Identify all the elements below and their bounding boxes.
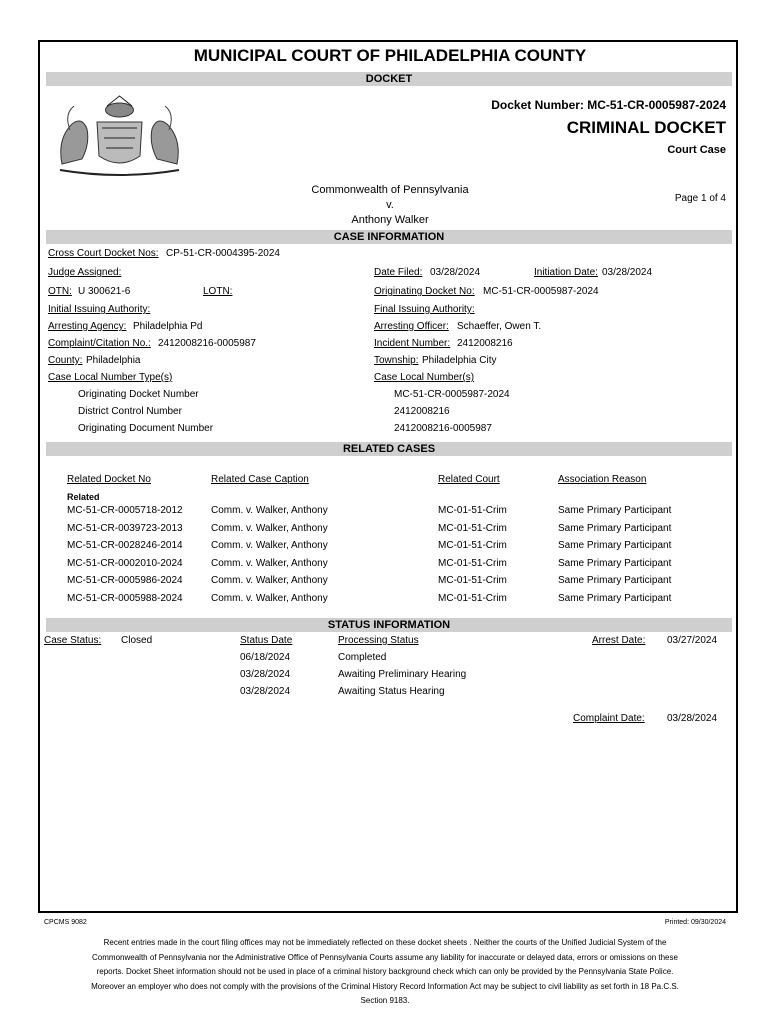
association-reason: Same Primary Participant [558, 557, 672, 569]
arresting-officer-label: Arresting Officer: [374, 321, 449, 332]
otn-value: U 300621-6 [78, 286, 131, 297]
complaint-date-label: Complaint Date: [573, 713, 645, 724]
lotn-label: LOTN: [203, 286, 233, 297]
local-type-1: Originating Docket Number [78, 389, 199, 400]
related-docket-no: MC-51-CR-0039723-2013 [67, 522, 183, 534]
processing-status: Awaiting Status Hearing [338, 686, 445, 697]
docket-type: CRIMINAL DOCKET [566, 118, 726, 137]
related-court: MC-01-51-Crim [438, 505, 507, 516]
related-case-caption: Comm. v. Walker, Anthony [211, 575, 328, 587]
complaint-date-value: 03/28/2024 [667, 713, 718, 724]
related-case-caption: Comm. v. Walker, Anthony [211, 505, 328, 516]
association-reason: Same Primary Participant [558, 575, 672, 587]
related-court: MC-01-51-Crim [438, 557, 507, 569]
initial-authority-label: Initial Issuing Authority: [48, 304, 151, 315]
county-label: County: [48, 355, 83, 366]
complaint-value: 2412008216-0005987 [158, 338, 256, 349]
related-case-caption: Comm. v. Walker, Anthony [211, 557, 328, 569]
printed-date: Printed: 09/30/2024 [664, 919, 726, 926]
local-number-2: 2412008216 [394, 406, 450, 417]
case-type: Court Case [667, 144, 726, 156]
local-type-label: Case Local Number Type(s) [48, 372, 173, 383]
pennsylvania-seal-icon [52, 94, 187, 176]
page-indicator: Page 1 of 4 [674, 193, 726, 204]
related-caption-header: Related Case Caption [211, 474, 309, 485]
related-court: MC-01-51-Crim [438, 540, 507, 552]
related-cases-bar: RELATED CASES [46, 442, 732, 456]
arrest-date-value: 03/27/2024 [667, 635, 718, 646]
local-number-3: 2412008216-0005987 [394, 423, 492, 434]
form-id: CPCMS 9082 [44, 919, 87, 926]
docket-bar: DOCKET [46, 72, 732, 86]
related-docket-no: MC-51-CR-0005986-2024 [67, 575, 183, 587]
disclaimer: Recent entries made in the court filing offices may not be immediately reflected on these docket sheets . Neither the courts of the Unified Judicial System of the Commonwealth of Pennsylvania nor the Administrative Office of Pennsylvania Courts assume any liability for inaccurate or delayed data, errors or omissions on these reports. Docket Sheet information should not be used in place of a criminal history background check which can only be provided by the Pennsylvania State Police. Moreover an employer who does not comply with the provisions of the Criminal History Record Information Act may be subject to civil liability as set forth in 18 Pa.C.S. Section 9183. [91, 938, 679, 1005]
caption-line1: Commonwealth of Pennsylvania [311, 184, 469, 196]
date-filed-label: Date Filed: [374, 267, 423, 278]
local-number-label: Case Local Number(s) [374, 372, 475, 383]
arresting-agency-label: Arresting Agency: [48, 321, 127, 332]
related-docket-no: MC-51-CR-0005988-2024 [67, 593, 183, 604]
related-docket-no: MC-51-CR-0002010-2024 [67, 557, 183, 569]
related-group-label: Related [67, 492, 100, 502]
arresting-officer-value: Schaeffer, Owen T. [457, 321, 542, 332]
status-date: 03/28/2024 [240, 669, 291, 680]
case-status-label: Case Status: [44, 635, 102, 646]
arrest-date-label: Arrest Date: [592, 635, 646, 646]
related-docket-header: Related Docket No [67, 474, 151, 485]
status-date: 06/18/2024 [240, 652, 291, 663]
case-status-value: Closed [121, 635, 153, 646]
docket-frame [38, 40, 738, 913]
cross-court-value: CP-51-CR-0004395-2024 [166, 248, 280, 259]
association-reason: Same Primary Participant [558, 522, 672, 534]
incident-value: 2412008216 [457, 338, 513, 349]
case-info-bar: CASE INFORMATION [46, 230, 732, 244]
court-title: MUNICIPAL COURT OF PHILADELPHIA COUNTY [193, 46, 587, 65]
township-value: Philadelphia City [422, 355, 497, 366]
arresting-agency-value: Philadelphia Pd [133, 321, 203, 332]
township-label: Township: [374, 355, 419, 366]
local-type-2: District Control Number [78, 406, 182, 417]
local-type-3: Originating Document Number [78, 423, 214, 434]
related-docket-no: MC-51-CR-0005718-2012 [67, 505, 183, 516]
otn-label: OTN: [48, 286, 72, 297]
related-case-caption: Comm. v. Walker, Anthony [211, 593, 328, 604]
caption-line3: Anthony Walker [351, 214, 429, 226]
initiation-label: Initiation Date: [534, 267, 598, 278]
orig-docket-value: MC-51-CR-0005987-2024 [483, 286, 599, 297]
related-court: MC-01-51-Crim [438, 593, 507, 604]
related-case-caption: Comm. v. Walker, Anthony [211, 540, 328, 552]
status-info-bar: STATUS INFORMATION [46, 618, 732, 632]
judge-label: Judge Assigned: [48, 267, 122, 278]
related-court-header: Related Court [438, 474, 500, 485]
association-reason-header: Association Reason [558, 474, 647, 485]
final-authority-label: Final Issuing Authority: [374, 304, 475, 315]
date-filed-value: 03/28/2024 [430, 267, 481, 278]
processing-status: Awaiting Preliminary Hearing [338, 669, 467, 680]
association-reason: Same Primary Participant [558, 593, 672, 604]
orig-docket-label: Originating Docket No: [374, 286, 475, 297]
related-court: MC-01-51-Crim [438, 575, 507, 587]
incident-label: Incident Number: [374, 338, 451, 349]
related-case-caption: Comm. v. Walker, Anthony [211, 522, 328, 534]
initiation-value: 03/28/2024 [602, 267, 653, 278]
association-reason: Same Primary Participant [558, 505, 672, 516]
docket-number: Docket Number: MC-51-CR-0005987-2024 [491, 98, 726, 112]
processing-status: Completed [338, 652, 387, 663]
cross-court-label: Cross Court Docket Nos: [48, 248, 159, 259]
related-docket-no: MC-51-CR-0028246-2014 [67, 540, 183, 552]
caption-line2: v. [386, 199, 394, 211]
status-date: 03/28/2024 [240, 686, 291, 697]
related-court: MC-01-51-Crim [438, 522, 507, 534]
status-date-header: Status Date [240, 635, 293, 646]
county-value: Philadelphia [86, 355, 141, 366]
association-reason: Same Primary Participant [558, 540, 672, 552]
complaint-label: Complaint/Citation No.: [48, 338, 151, 349]
processing-status-header: Processing Status [338, 635, 419, 646]
local-number-1: MC-51-CR-0005987-2024 [394, 389, 510, 400]
